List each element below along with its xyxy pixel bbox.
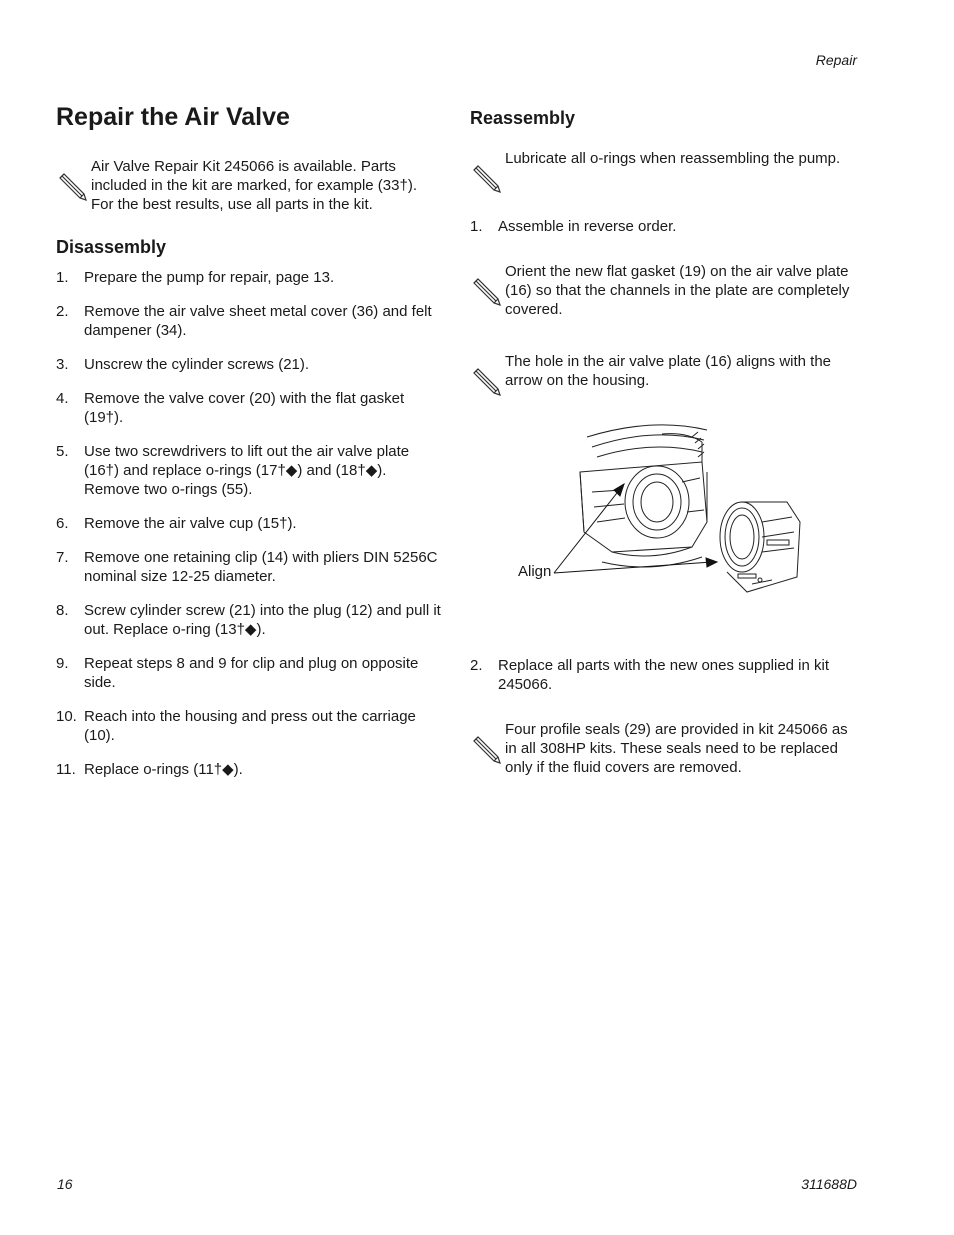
reassembly-heading: Reassembly xyxy=(470,108,576,128)
list-item xyxy=(56,268,446,287)
step-number: 2. xyxy=(470,657,483,674)
step-text: Replace o-rings (11†◆). xyxy=(84,761,243,778)
step-number: 1. xyxy=(470,218,483,235)
step-text: Remove one retaining clip (14) with pliers DIN 5256C nominal size 12-25 diameter. xyxy=(84,549,438,585)
step-number: 1. xyxy=(56,269,69,286)
pencil-icon xyxy=(470,158,504,194)
list-item xyxy=(56,442,446,499)
lubricate-note-text: Lubricate all o-rings when reassembling the pump. xyxy=(505,150,841,167)
step-number: 8. xyxy=(56,602,69,619)
step-number: 7. xyxy=(56,549,69,566)
step-text: Use two screwdrivers to lift out the air valve plate (16†) and replace o-rings (17†◆) and (18†◆). Remove two o-rings (55). xyxy=(84,443,410,498)
list-item xyxy=(56,548,446,586)
gasket-note xyxy=(470,265,860,325)
list-item xyxy=(470,656,855,694)
pencil-icon xyxy=(470,271,504,307)
align-note xyxy=(470,355,860,400)
step-text: Reach into the housing and press out the carriage (10). xyxy=(84,708,416,744)
disassembly-steps xyxy=(56,268,446,779)
align-label: Align xyxy=(518,563,552,580)
disassembly-heading: Disassembly xyxy=(56,237,167,257)
step-text: Remove the valve cover (20) with the flat gasket (19†). xyxy=(84,390,405,426)
header-section-label: Repair xyxy=(815,52,857,68)
step-text: Repeat steps 8 and 9 for clip and plug on opposite side. xyxy=(84,655,419,691)
kit-note-text: Air Valve Repair Kit 245066 is available. Parts included in the kit are marked, for example (33†). For the best results, use all parts in the kit. xyxy=(91,158,417,213)
step-text: Replace all parts with the new ones supplied in kit 245066. xyxy=(498,657,830,693)
step-number: 9. xyxy=(56,655,69,672)
list-item xyxy=(470,217,855,236)
step-number: 4. xyxy=(56,390,69,407)
list-item xyxy=(56,355,446,374)
reassembly-step-1 xyxy=(470,217,855,236)
pencil-icon xyxy=(470,729,504,765)
list-item xyxy=(56,302,446,340)
step-number: 10. xyxy=(56,708,77,725)
step-text: Unscrew the cylinder screws (21). xyxy=(84,356,310,373)
pencil-icon xyxy=(56,166,90,202)
page-title: Repair the Air Valve xyxy=(56,103,290,131)
pencil-icon xyxy=(470,361,504,397)
page-number: 16 xyxy=(57,1176,73,1192)
step-number: 6. xyxy=(56,515,69,532)
list-item xyxy=(56,707,446,745)
lubricate-note xyxy=(470,152,860,202)
list-item xyxy=(56,760,446,779)
profile-seals-note-text: Four profile seals (29) are provided in kit 245066 as in all 308HP kits. These seals need to be replaced only if the fluid covers are removed. xyxy=(505,721,848,776)
reassembly-step-2 xyxy=(470,656,855,694)
align-note-text: The hole in the air valve plate (16) aligns with the arrow on the housing. xyxy=(505,353,832,389)
step-text: Prepare the pump for repair, page 13. xyxy=(84,269,335,286)
kit-note xyxy=(56,160,446,220)
air-valve-alignment-figure xyxy=(512,412,812,602)
step-text: Screw cylinder screw (21) into the plug (12) and pull it out. Replace o-ring (13†◆). xyxy=(84,602,441,638)
step-number: 2. xyxy=(56,303,69,320)
step-number: 11. xyxy=(56,761,76,778)
profile-seals-note xyxy=(470,723,860,783)
list-item xyxy=(56,601,446,639)
document-number: 311688D xyxy=(801,1176,857,1192)
step-number: 5. xyxy=(56,443,69,460)
step-text: Assemble in reverse order. xyxy=(498,218,677,235)
list-item xyxy=(56,654,446,692)
step-number: 3. xyxy=(56,356,69,373)
gasket-note-text: Orient the new flat gasket (19) on the air valve plate (16) so that the channels in the plate are completely covered. xyxy=(505,263,850,318)
step-text: Remove the air valve sheet metal cover (36) and felt dampener (34). xyxy=(84,303,432,339)
step-text: Remove the air valve cup (15†). xyxy=(84,515,297,532)
list-item xyxy=(56,389,446,427)
list-item xyxy=(56,514,446,533)
